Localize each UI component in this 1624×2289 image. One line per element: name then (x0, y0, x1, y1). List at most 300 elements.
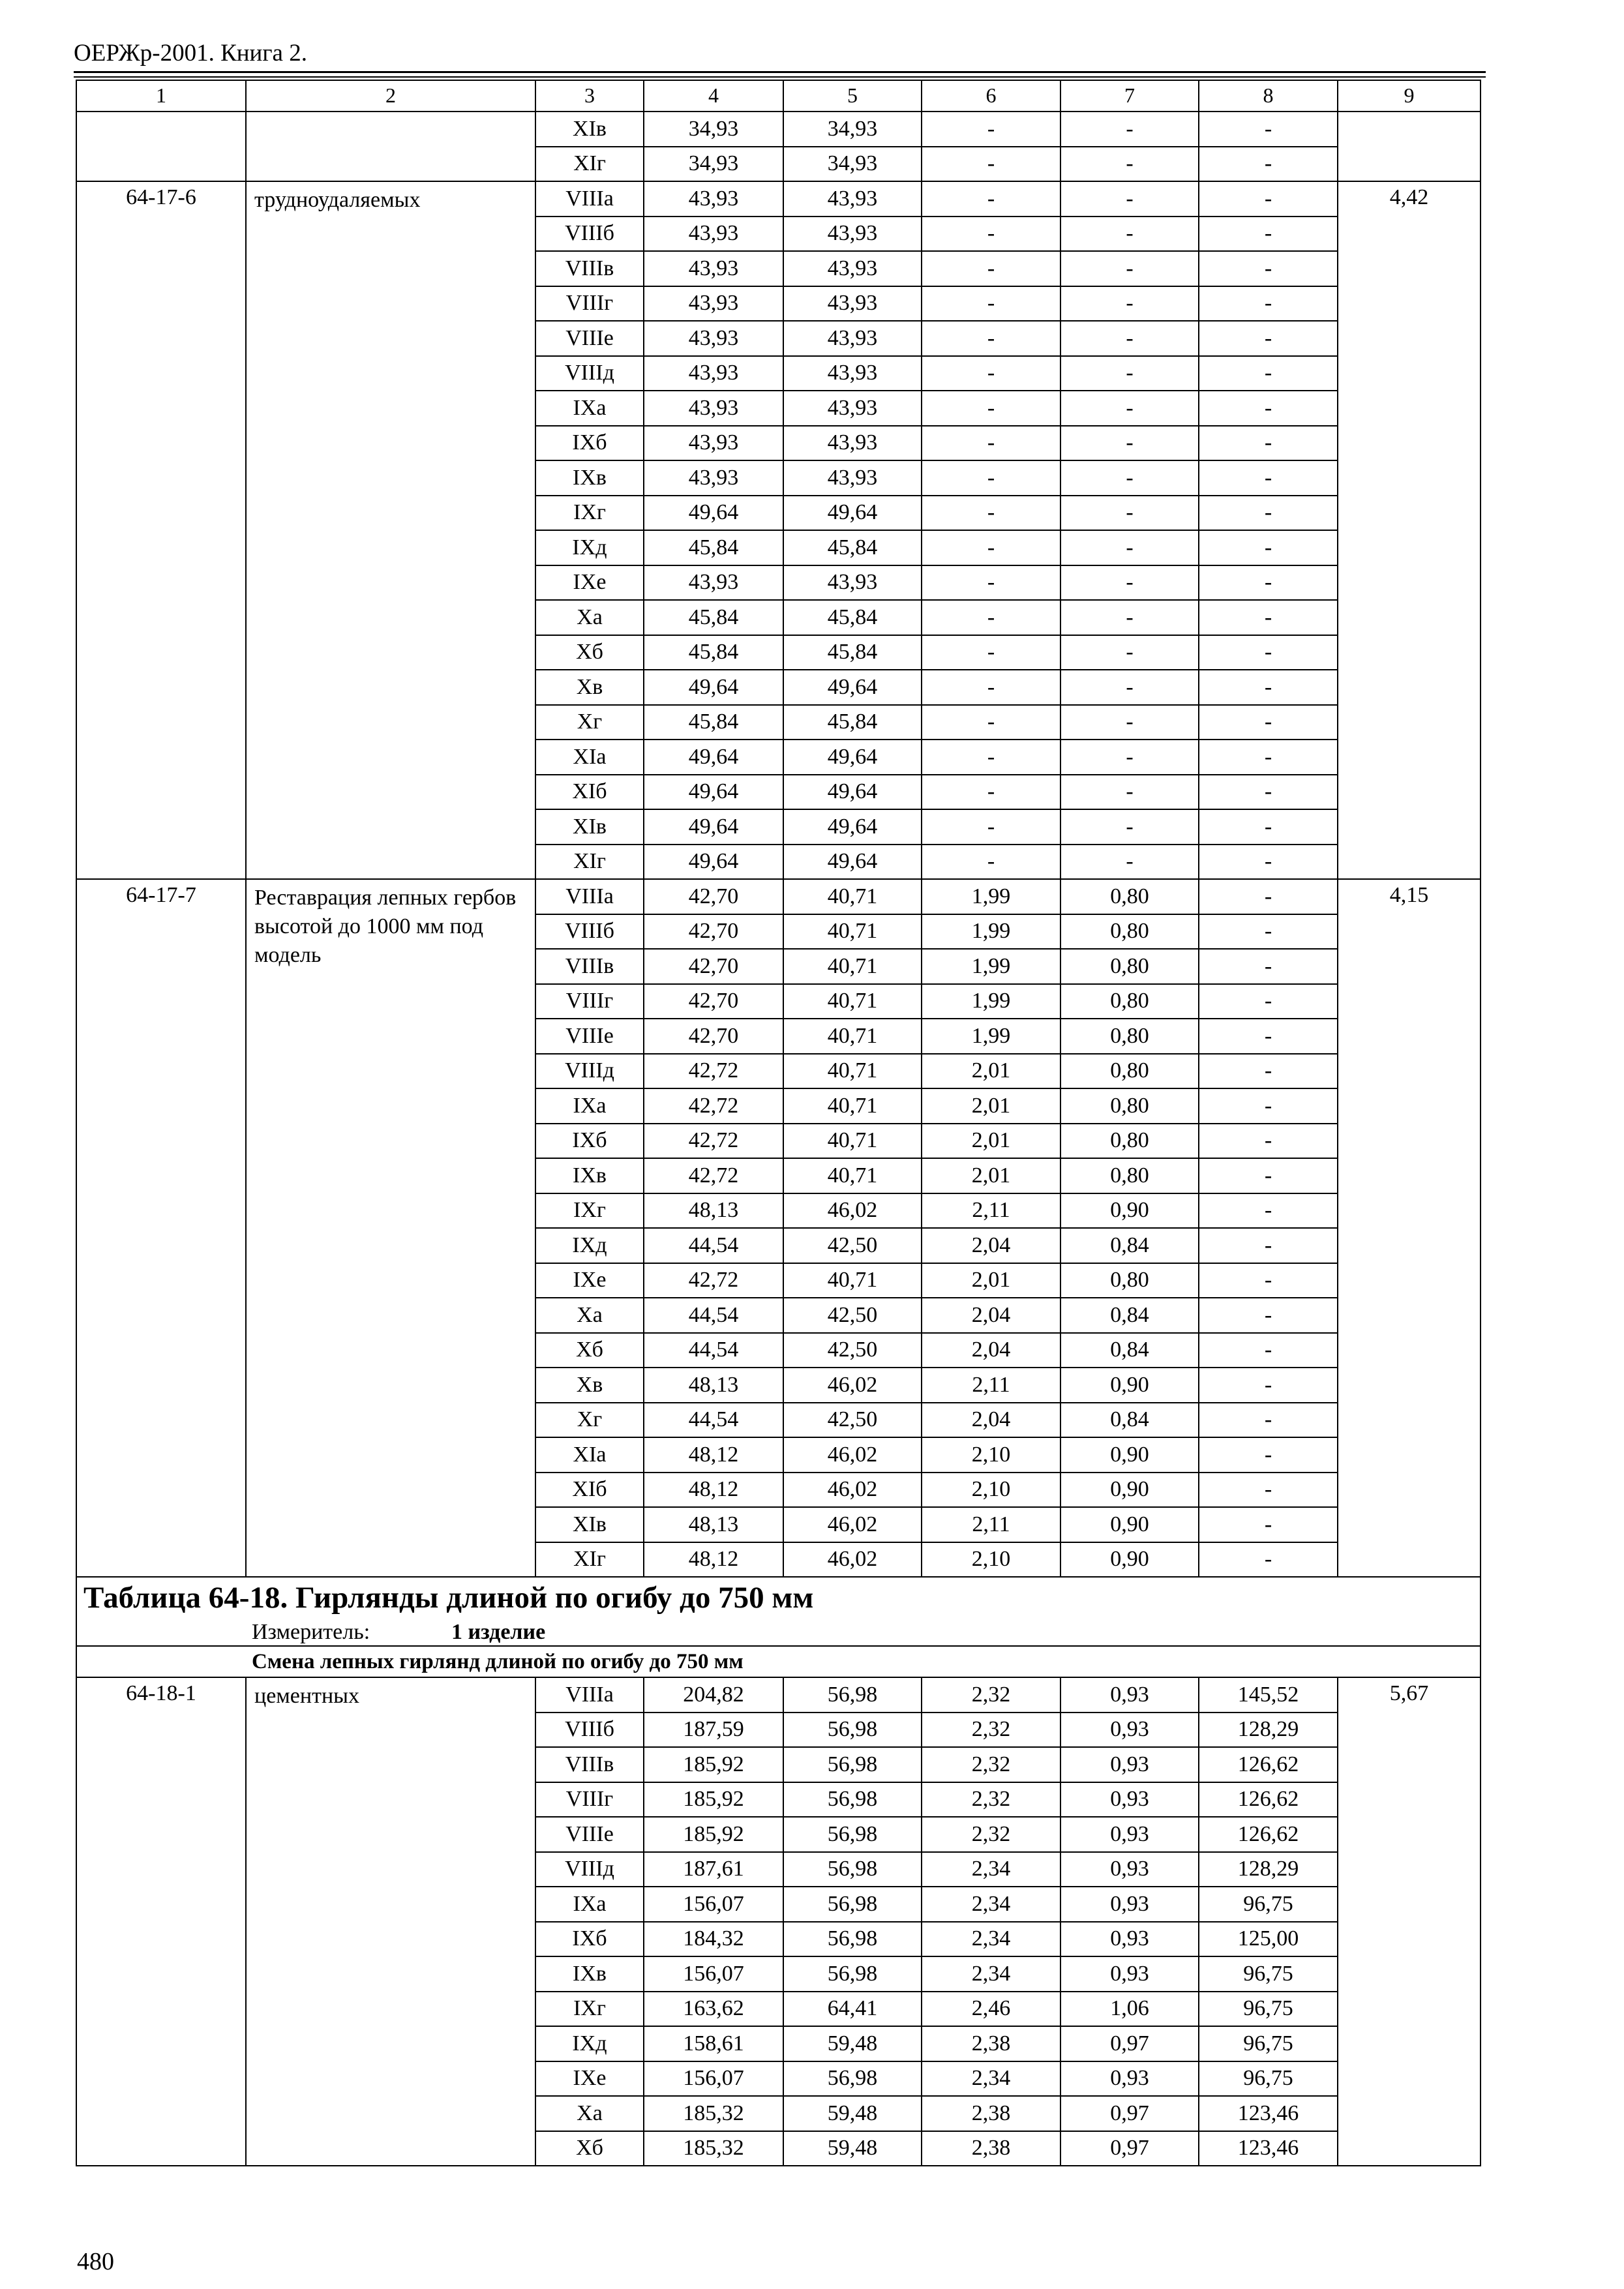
labor-cost-cell: 56,98 (783, 1922, 922, 1957)
labor-cost-cell: 49,64 (783, 845, 922, 880)
material-cost-cell: - (1199, 740, 1338, 775)
material-cost-cell: - (1199, 496, 1338, 531)
material-cost-cell: 126,62 (1199, 1747, 1338, 1782)
machine-cost-cell: - (922, 740, 1060, 775)
material-cost-cell: 123,46 (1199, 2096, 1338, 2131)
total-cost-cell: 156,07 (644, 1956, 783, 1992)
material-cost-cell: - (1199, 1019, 1338, 1054)
labor-cost-cell: 43,93 (783, 251, 922, 286)
labor-cost-cell: 43,93 (783, 286, 922, 322)
total-cost-cell: 42,72 (644, 1124, 783, 1159)
total-cost-cell: 43,93 (644, 181, 783, 217)
zone-cell: Xг (535, 705, 644, 740)
total-cost-cell: 43,93 (644, 565, 783, 601)
machine-cost-cell: 1,99 (922, 984, 1060, 1019)
column-header-3: 3 (535, 80, 644, 112)
zone-cell: XIа (535, 740, 644, 775)
labor-cost-cell: 40,71 (783, 949, 922, 984)
machine-cost-cell: - (922, 530, 1060, 565)
machinist-wage-cell: 1,06 (1060, 1992, 1199, 2027)
material-cost-cell: - (1199, 391, 1338, 426)
machine-cost-cell: 2,32 (922, 1817, 1060, 1852)
zone-cell: Xг (535, 1403, 644, 1438)
machine-cost-cell: - (922, 670, 1060, 705)
labor-cost-cell: 56,98 (783, 1677, 922, 1713)
machine-cost-cell: - (922, 426, 1060, 461)
machinist-wage-cell: 0,80 (1060, 1088, 1199, 1124)
material-cost-cell: 145,52 (1199, 1677, 1338, 1713)
machinist-wage-cell: 0,90 (1060, 1507, 1199, 1542)
material-cost-cell: 96,75 (1199, 1887, 1338, 1922)
material-cost-cell: - (1199, 1542, 1338, 1578)
machinist-wage-cell: 0,93 (1060, 1677, 1199, 1713)
machinist-wage-cell: 0,90 (1060, 1473, 1199, 1508)
material-cost-cell: - (1199, 705, 1338, 740)
total-cost-cell: 42,70 (644, 914, 783, 950)
zone-cell: VIIIг (535, 1782, 644, 1818)
labor-cost-cell: 49,64 (783, 670, 922, 705)
zone-cell: VIIIд (535, 356, 644, 391)
column-header-7: 7 (1060, 80, 1199, 112)
labor-cost-cell: 42,50 (783, 1403, 922, 1438)
labor-hours-cell: 5,67 (1338, 1677, 1481, 2166)
machinist-wage-cell: - (1060, 845, 1199, 880)
zone-cell: XIб (535, 1473, 644, 1508)
page-number: 480 (77, 2248, 114, 2275)
name-cell (246, 112, 535, 181)
material-cost-cell: - (1199, 217, 1338, 252)
labor-cost-cell: 40,71 (783, 914, 922, 950)
machinist-wage-cell: 0,80 (1060, 984, 1199, 1019)
total-cost-cell: 43,93 (644, 460, 783, 496)
material-cost-cell: 96,75 (1199, 1992, 1338, 2027)
machinist-wage-cell: - (1060, 530, 1199, 565)
machine-cost-cell: 2,32 (922, 1677, 1060, 1713)
material-cost-cell: - (1199, 1158, 1338, 1193)
machinist-wage-cell: - (1060, 635, 1199, 670)
total-cost-cell: 44,54 (644, 1403, 783, 1438)
total-cost-cell: 49,64 (644, 845, 783, 880)
table-title-row (76, 1577, 1481, 1619)
zone-cell: IXб (535, 1124, 644, 1159)
total-cost-cell: 187,61 (644, 1852, 783, 1887)
page-header: ОЕРЖр-2001. Книга 2. (74, 40, 307, 67)
machinist-wage-cell: - (1060, 217, 1199, 252)
zone-cell: XIв (535, 1507, 644, 1542)
zone-cell: XIа (535, 1437, 644, 1473)
labor-cost-cell: 45,84 (783, 600, 922, 635)
machine-cost-cell: - (922, 181, 1060, 217)
labor-cost-cell: 59,48 (783, 2026, 922, 2061)
labor-hours-cell (1338, 112, 1481, 181)
labor-cost-cell: 56,98 (783, 2061, 922, 2097)
labor-cost-cell: 34,93 (783, 147, 922, 182)
labor-cost-cell: 43,93 (783, 356, 922, 391)
material-cost-cell: - (1199, 600, 1338, 635)
total-cost-cell: 158,61 (644, 2026, 783, 2061)
total-cost-cell: 45,84 (644, 530, 783, 565)
labor-cost-cell: 49,64 (783, 775, 922, 810)
total-cost-cell: 34,93 (644, 112, 783, 147)
machinist-wage-cell: - (1060, 356, 1199, 391)
material-cost-cell: - (1199, 530, 1338, 565)
machine-cost-cell: 2,11 (922, 1507, 1060, 1542)
labor-cost-cell: 64,41 (783, 1992, 922, 2027)
total-cost-cell: 45,84 (644, 600, 783, 635)
name-cell: цементных (246, 1677, 535, 2166)
machinist-wage-cell: - (1060, 809, 1199, 845)
machine-cost-cell: - (922, 635, 1060, 670)
code-cell: 64-17-6 (76, 181, 246, 879)
header-rule (74, 71, 1486, 73)
material-cost-cell: - (1199, 321, 1338, 356)
total-cost-cell: 49,64 (644, 809, 783, 845)
table-title: Таблица 64-18. Гирлянды длиной по огибу до 750 мм (83, 1581, 814, 1615)
zone-cell: VIIIг (535, 286, 644, 322)
material-cost-cell: - (1199, 356, 1338, 391)
labor-cost-cell: 40,71 (783, 879, 922, 914)
total-cost-cell: 185,32 (644, 2131, 783, 2166)
labor-cost-cell: 56,98 (783, 1817, 922, 1852)
total-cost-cell: 204,82 (644, 1677, 783, 1713)
zone-cell: XIв (535, 112, 644, 147)
labor-cost-cell: 34,93 (783, 112, 922, 147)
name-cell: Реставрация лепных гербов высотой до 1000 мм под модель (246, 879, 535, 1577)
machinist-wage-cell: 0,84 (1060, 1298, 1199, 1333)
machine-cost-cell: 2,04 (922, 1333, 1060, 1368)
total-cost-cell: 49,64 (644, 740, 783, 775)
machinist-wage-cell: - (1060, 181, 1199, 217)
total-cost-cell: 43,93 (644, 286, 783, 322)
labor-cost-cell: 40,71 (783, 1263, 922, 1298)
machinist-wage-cell: 0,84 (1060, 1228, 1199, 1263)
machinist-wage-cell: 0,80 (1060, 879, 1199, 914)
machinist-wage-cell: 0,80 (1060, 1019, 1199, 1054)
total-cost-cell: 45,84 (644, 635, 783, 670)
labor-cost-cell: 46,02 (783, 1193, 922, 1229)
column-header-9: 9 (1338, 80, 1481, 112)
table-row (76, 181, 1481, 217)
machine-cost-cell: - (922, 565, 1060, 601)
zone-cell: IXа (535, 391, 644, 426)
total-cost-cell: 42,70 (644, 949, 783, 984)
total-cost-cell: 48,12 (644, 1542, 783, 1578)
material-cost-cell: - (1199, 1473, 1338, 1508)
machine-cost-cell: 2,10 (922, 1473, 1060, 1508)
zone-cell: VIIIб (535, 914, 644, 950)
column-header-5: 5 (783, 80, 922, 112)
labor-cost-cell: 56,98 (783, 1747, 922, 1782)
total-cost-cell: 42,70 (644, 1019, 783, 1054)
labor-cost-cell: 49,64 (783, 740, 922, 775)
zone-cell: XIв (535, 809, 644, 845)
material-cost-cell: - (1199, 251, 1338, 286)
machinist-wage-cell: 0,84 (1060, 1403, 1199, 1438)
zone-cell: XIг (535, 1542, 644, 1578)
labor-hours-cell: 4,42 (1338, 181, 1481, 879)
code-cell: 64-18-1 (76, 1677, 246, 2166)
machine-cost-cell: - (922, 600, 1060, 635)
zone-cell: Xв (535, 670, 644, 705)
section-title: Смена лепных гирлянд длиной по огибу до 750 мм (76, 1646, 1481, 1677)
machine-cost-cell: 2,34 (922, 1956, 1060, 1992)
machine-cost-cell: - (922, 391, 1060, 426)
table-row (76, 879, 1481, 914)
zone-cell: VIIIе (535, 1817, 644, 1852)
labor-cost-cell: 49,64 (783, 496, 922, 531)
labor-cost-cell: 49,64 (783, 809, 922, 845)
table-row (76, 112, 1481, 147)
total-cost-cell: 48,12 (644, 1473, 783, 1508)
total-cost-cell: 44,54 (644, 1298, 783, 1333)
labor-cost-cell: 40,71 (783, 1019, 922, 1054)
zone-cell: VIIIа (535, 879, 644, 914)
machine-cost-cell: 2,32 (922, 1747, 1060, 1782)
material-cost-cell: - (1199, 635, 1338, 670)
zone-cell: Xа (535, 600, 644, 635)
total-cost-cell: 42,70 (644, 879, 783, 914)
machinist-wage-cell: 0,80 (1060, 1124, 1199, 1159)
zone-cell: IXе (535, 565, 644, 601)
zone-cell: IXа (535, 1887, 644, 1922)
material-cost-cell: - (1199, 147, 1338, 182)
machine-cost-cell: 2,34 (922, 2061, 1060, 2097)
material-cost-cell: - (1199, 949, 1338, 984)
total-cost-cell: 185,32 (644, 2096, 783, 2131)
labor-cost-cell: 56,98 (783, 1887, 922, 1922)
zone-cell: IXг (535, 496, 644, 531)
labor-cost-cell: 46,02 (783, 1437, 922, 1473)
column-header-row (76, 80, 1481, 112)
zone-cell: VIIIв (535, 1747, 644, 1782)
machine-cost-cell: 2,34 (922, 1922, 1060, 1957)
material-cost-cell: - (1199, 565, 1338, 601)
zone-cell: VIIIа (535, 181, 644, 217)
material-cost-cell: - (1199, 1403, 1338, 1438)
material-cost-cell: - (1199, 426, 1338, 461)
total-cost-cell: 42,72 (644, 1158, 783, 1193)
labor-cost-cell: 59,48 (783, 2131, 922, 2166)
machinist-wage-cell: - (1060, 705, 1199, 740)
material-cost-cell: - (1199, 914, 1338, 950)
labor-cost-cell: 45,84 (783, 705, 922, 740)
machine-cost-cell: 2,34 (922, 1852, 1060, 1887)
labor-cost-cell: 56,98 (783, 1713, 922, 1748)
machine-cost-cell: 2,38 (922, 2096, 1060, 2131)
labor-cost-cell: 45,84 (783, 635, 922, 670)
total-cost-cell: 48,13 (644, 1193, 783, 1229)
machine-cost-cell: 2,11 (922, 1368, 1060, 1403)
machine-cost-cell: - (922, 460, 1060, 496)
machinist-wage-cell: 0,90 (1060, 1542, 1199, 1578)
total-cost-cell: 42,72 (644, 1088, 783, 1124)
machine-cost-cell: 2,34 (922, 1887, 1060, 1922)
total-cost-cell: 34,93 (644, 147, 783, 182)
zone-cell: Xб (535, 2131, 644, 2166)
machine-cost-cell: 2,01 (922, 1158, 1060, 1193)
material-cost-cell: - (1199, 879, 1338, 914)
section-row (76, 1646, 1481, 1677)
labor-cost-cell: 43,93 (783, 321, 922, 356)
material-cost-cell: 96,75 (1199, 2061, 1338, 2097)
total-cost-cell: 42,70 (644, 984, 783, 1019)
labor-cost-cell: 40,71 (783, 1158, 922, 1193)
total-cost-cell: 156,07 (644, 2061, 783, 2097)
zone-cell: IXе (535, 2061, 644, 2097)
machinist-wage-cell: - (1060, 426, 1199, 461)
material-cost-cell: - (1199, 1368, 1338, 1403)
machine-cost-cell: 2,04 (922, 1403, 1060, 1438)
machinist-wage-cell: 0,93 (1060, 1817, 1199, 1852)
total-cost-cell: 48,13 (644, 1368, 783, 1403)
machine-cost-cell: - (922, 217, 1060, 252)
machine-cost-cell: 2,10 (922, 1437, 1060, 1473)
labor-cost-cell: 56,98 (783, 1956, 922, 1992)
total-cost-cell: 44,54 (644, 1228, 783, 1263)
rates-table (76, 80, 1481, 2166)
material-cost-cell: - (1199, 1333, 1338, 1368)
zone-cell: VIIIд (535, 1852, 644, 1887)
total-cost-cell: 43,93 (644, 391, 783, 426)
zone-cell: Xб (535, 635, 644, 670)
machinist-wage-cell: - (1060, 251, 1199, 286)
material-cost-cell: - (1199, 984, 1338, 1019)
total-cost-cell: 43,93 (644, 426, 783, 461)
material-cost-cell: 125,00 (1199, 1922, 1338, 1957)
material-cost-cell: - (1199, 1298, 1338, 1333)
machinist-wage-cell: - (1060, 391, 1199, 426)
material-cost-cell: - (1199, 1228, 1338, 1263)
labor-cost-cell: 43,93 (783, 391, 922, 426)
total-cost-cell: 49,64 (644, 775, 783, 810)
machinist-wage-cell: - (1060, 286, 1199, 322)
zone-cell: VIIIг (535, 984, 644, 1019)
machine-cost-cell: 2,38 (922, 2026, 1060, 2061)
machine-cost-cell: - (922, 112, 1060, 147)
total-cost-cell: 187,59 (644, 1713, 783, 1748)
total-cost-cell: 185,92 (644, 1747, 783, 1782)
material-cost-cell: - (1199, 1054, 1338, 1089)
zone-cell: IXа (535, 1088, 644, 1124)
machinist-wage-cell: 0,80 (1060, 1054, 1199, 1089)
zone-cell: IXе (535, 1263, 644, 1298)
machine-cost-cell: - (922, 321, 1060, 356)
material-cost-cell: 123,46 (1199, 2131, 1338, 2166)
machinist-wage-cell: 0,97 (1060, 2131, 1199, 2166)
machine-cost-cell: 2,38 (922, 2131, 1060, 2166)
header-rule-thin (74, 76, 1486, 78)
labor-cost-cell: 40,71 (783, 1054, 922, 1089)
zone-cell: VIIIе (535, 321, 644, 356)
total-cost-cell: 43,93 (644, 356, 783, 391)
material-cost-cell: 126,62 (1199, 1782, 1338, 1818)
machinist-wage-cell: 0,93 (1060, 1922, 1199, 1957)
zone-cell: Xв (535, 1368, 644, 1403)
machinist-wage-cell: - (1060, 600, 1199, 635)
machine-cost-cell: - (922, 356, 1060, 391)
machinist-wage-cell: 0,93 (1060, 1852, 1199, 1887)
total-cost-cell: 44,54 (644, 1333, 783, 1368)
labor-cost-cell: 45,84 (783, 530, 922, 565)
total-cost-cell: 185,92 (644, 1817, 783, 1852)
material-cost-cell: - (1199, 809, 1338, 845)
material-cost-cell: - (1199, 845, 1338, 880)
total-cost-cell: 163,62 (644, 1992, 783, 2027)
labor-hours-cell: 4,15 (1338, 879, 1481, 1577)
material-cost-cell: 96,75 (1199, 1956, 1338, 1992)
zone-cell: XIг (535, 845, 644, 880)
zone-cell: IXв (535, 460, 644, 496)
labor-cost-cell: 43,93 (783, 181, 922, 217)
machinist-wage-cell: 0,80 (1060, 914, 1199, 950)
machinist-wage-cell: 0,97 (1060, 2096, 1199, 2131)
labor-cost-cell: 42,50 (783, 1228, 922, 1263)
total-cost-cell: 42,72 (644, 1054, 783, 1089)
code-cell: 64-17-7 (76, 879, 246, 1577)
machine-cost-cell: 2,32 (922, 1713, 1060, 1748)
material-cost-cell: - (1199, 775, 1338, 810)
measure-value: 1 изделие (451, 1620, 546, 1645)
labor-cost-cell: 56,98 (783, 1852, 922, 1887)
zone-cell: IXд (535, 530, 644, 565)
labor-cost-cell: 43,93 (783, 426, 922, 461)
machine-cost-cell: 2,01 (922, 1054, 1060, 1089)
table-body (76, 80, 1481, 2166)
material-cost-cell: - (1199, 1507, 1338, 1542)
material-cost-cell: - (1199, 1088, 1338, 1124)
material-cost-cell: - (1199, 181, 1338, 217)
material-cost-cell: - (1199, 670, 1338, 705)
machinist-wage-cell: 0,80 (1060, 1263, 1199, 1298)
zone-cell: IXд (535, 2026, 644, 2061)
material-cost-cell: - (1199, 1263, 1338, 1298)
material-cost-cell: - (1199, 286, 1338, 322)
labor-cost-cell: 42,50 (783, 1298, 922, 1333)
zone-cell: XIг (535, 147, 644, 182)
machine-cost-cell: - (922, 286, 1060, 322)
machinist-wage-cell: 0,97 (1060, 2026, 1199, 2061)
zone-cell: Xб (535, 1333, 644, 1368)
machinist-wage-cell: - (1060, 321, 1199, 356)
machine-cost-cell: 1,99 (922, 949, 1060, 984)
labor-cost-cell: 40,71 (783, 1124, 922, 1159)
labor-cost-cell: 40,71 (783, 984, 922, 1019)
labor-cost-cell: 43,93 (783, 217, 922, 252)
labor-cost-cell: 56,98 (783, 1782, 922, 1818)
material-cost-cell: 128,29 (1199, 1713, 1338, 1748)
total-cost-cell: 48,12 (644, 1437, 783, 1473)
zone-cell: IXв (535, 1158, 644, 1193)
code-cell (76, 112, 246, 181)
labor-cost-cell: 43,93 (783, 565, 922, 601)
material-cost-cell: 128,29 (1199, 1852, 1338, 1887)
machine-cost-cell: 2,04 (922, 1298, 1060, 1333)
machinist-wage-cell: 0,93 (1060, 1747, 1199, 1782)
zone-cell: Xа (535, 2096, 644, 2131)
machinist-wage-cell: 0,90 (1060, 1193, 1199, 1229)
total-cost-cell: 42,72 (644, 1263, 783, 1298)
zone-cell: VIIIв (535, 251, 644, 286)
machine-cost-cell: - (922, 147, 1060, 182)
measure-cell (76, 1619, 1481, 1646)
machinist-wage-cell: - (1060, 670, 1199, 705)
name-cell: трудноудаляемых (246, 181, 535, 879)
zone-cell: IXг (535, 1193, 644, 1229)
machinist-wage-cell: - (1060, 112, 1199, 147)
zone-cell: IXб (535, 1922, 644, 1957)
column-header-2: 2 (246, 80, 535, 112)
total-cost-cell: 45,84 (644, 705, 783, 740)
